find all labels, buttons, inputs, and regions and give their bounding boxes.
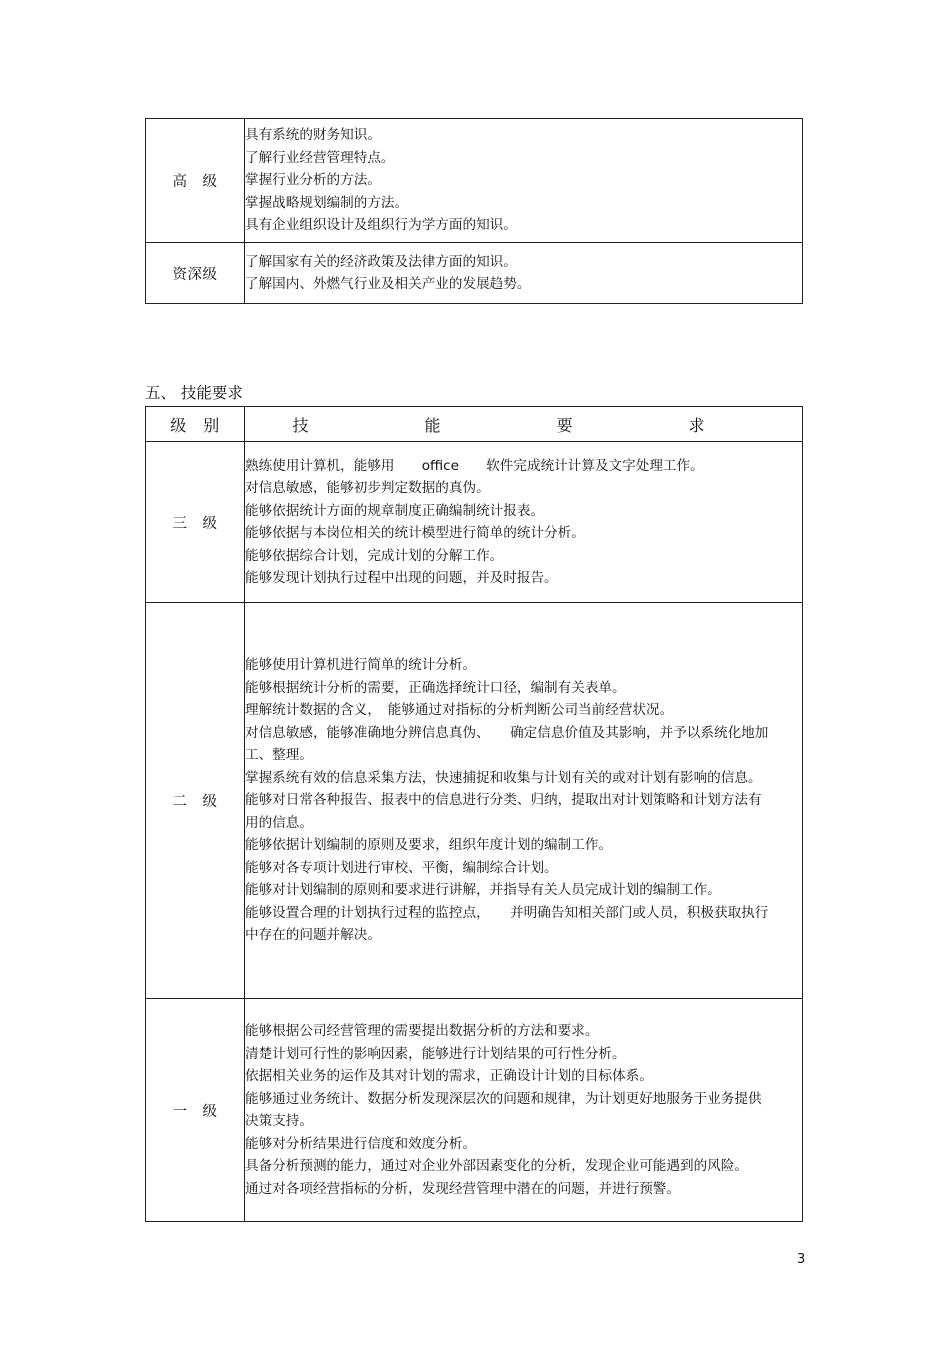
- requirement-cell: [245, 999, 803, 1222]
- list-item: 能够发现计划执行过程中出现的问题，并及时报告。: [245, 570, 558, 586]
- level-cell: 三 级: [146, 442, 245, 603]
- list-item: 清楚计划可行性的影响因素，能够进行计划结果的可行性分析。: [245, 1045, 626, 1062]
- list-item: 能够通过业务统计、数据分析发现深层次的问题和规律，为计划更好地服务于业务提供决策支持。: [245, 1090, 762, 1129]
- requirement-cell: [245, 243, 803, 304]
- list-item: 了解国家有关的经济政策及法律方面的知识。: [245, 253, 517, 270]
- level-cell: 一 级: [146, 999, 245, 1222]
- list-item: 具有企业组织设计及组织行为学方面的知识。: [245, 217, 517, 234]
- list-item: 能够使用计算机进行简单的统计分析。: [245, 657, 477, 674]
- header-requirements: 技 能 要 求: [245, 407, 803, 442]
- list-item: 理解统计数据的含义， 能够通过对指标的分析判断公司当前经营状况。: [245, 702, 674, 719]
- list-item: 了解国内、外燃气行业及相关产业的发展趋势。: [245, 276, 531, 292]
- list-item: 能够依据与本岗位相关的统计模型进行简单的统计分析。: [245, 525, 585, 541]
- list-item: 掌握行业分析的方法。: [245, 172, 381, 189]
- requirement-cell: [245, 119, 803, 243]
- level-cell: 二 级: [146, 603, 245, 999]
- list-item: 熟练使用计算机，能够用 office 软件完成统计计算及文字处理工作。: [245, 457, 704, 474]
- list-item: 掌握战略规划编制的方法。: [245, 194, 409, 211]
- list-item: 能够对分析结果进行信度和效度分析。: [245, 1135, 477, 1152]
- list-item: 能够依据计划编制的原则及要求，组织年度计划的编制工作。: [245, 837, 613, 854]
- table-row: [146, 243, 803, 304]
- page-number: 3: [797, 1252, 806, 1267]
- list-item: 对信息敏感，能够初步判定数据的真伪。: [245, 480, 490, 496]
- skills-table: [145, 406, 803, 1222]
- list-item: 能够依据统计方面的规章制度正确编制统计报表。: [245, 502, 545, 519]
- list-item: 能够设置合理的计划执行过程的监控点， 并明确告知相关部门或人员，积极获取执行中存在的问题并解决。: [245, 904, 769, 944]
- table-row: [146, 119, 803, 243]
- list-item: 了解行业经营管理特点。: [245, 149, 395, 166]
- list-item: 具备分析预测的能力，通过对企业外部因素变化的分析，发现企业可能遇到的风险。: [245, 1158, 748, 1174]
- table-row: [146, 442, 803, 603]
- list-item: 能够对计划编制的原则和要求进行讲解，并指导有关人员完成计划的编制工作。: [245, 882, 721, 899]
- list-item: 能够根据统计分析的需要，正确选择统计口径，编制有关表单。: [245, 679, 626, 696]
- table-row: [146, 603, 803, 999]
- list-item: 通过对各项经营指标的分析，发现经营管理中潜在的问题，并进行预警。: [245, 1180, 680, 1197]
- list-item: 对信息敏感，能够准确地分辨信息真伪、 确定信息价值及其影响，并予以系统化地加工、整理。: [245, 724, 769, 764]
- section-title: 五、 技能要求: [145, 384, 243, 402]
- knowledge-table: [145, 118, 803, 304]
- list-item: 能够对各专项计划进行审校、平衡，编制综合计划。: [245, 859, 558, 876]
- requirement-cell: [245, 603, 803, 999]
- list-item: 掌握系统有效的信息采集方法，快速捕捉和收集与计划有关的或对计划有影响的信息。: [245, 769, 762, 786]
- list-item: 能够对日常各种报告、报表中的信息进行分类、归纳，提取出对计划策略和计划方法有用的信息。: [245, 792, 762, 831]
- header-level: 级 别: [146, 407, 245, 442]
- requirement-cell: [245, 442, 803, 603]
- list-item: 具有系统的财务知识。: [245, 127, 381, 144]
- list-item: 能够依据综合计划，完成计划的分解工作。: [245, 547, 504, 564]
- level-cell: 资深级: [146, 243, 245, 304]
- list-item: 能够根据公司经营管理的需要提出数据分析的方法和要求。: [245, 1023, 599, 1039]
- table-header-row: [146, 407, 803, 442]
- list-item: 依据相关业务的运作及其对计划的需求，正确设计计划的目标体系。: [245, 1068, 653, 1084]
- level-cell: 高 级: [146, 119, 245, 243]
- table-row: [146, 999, 803, 1222]
